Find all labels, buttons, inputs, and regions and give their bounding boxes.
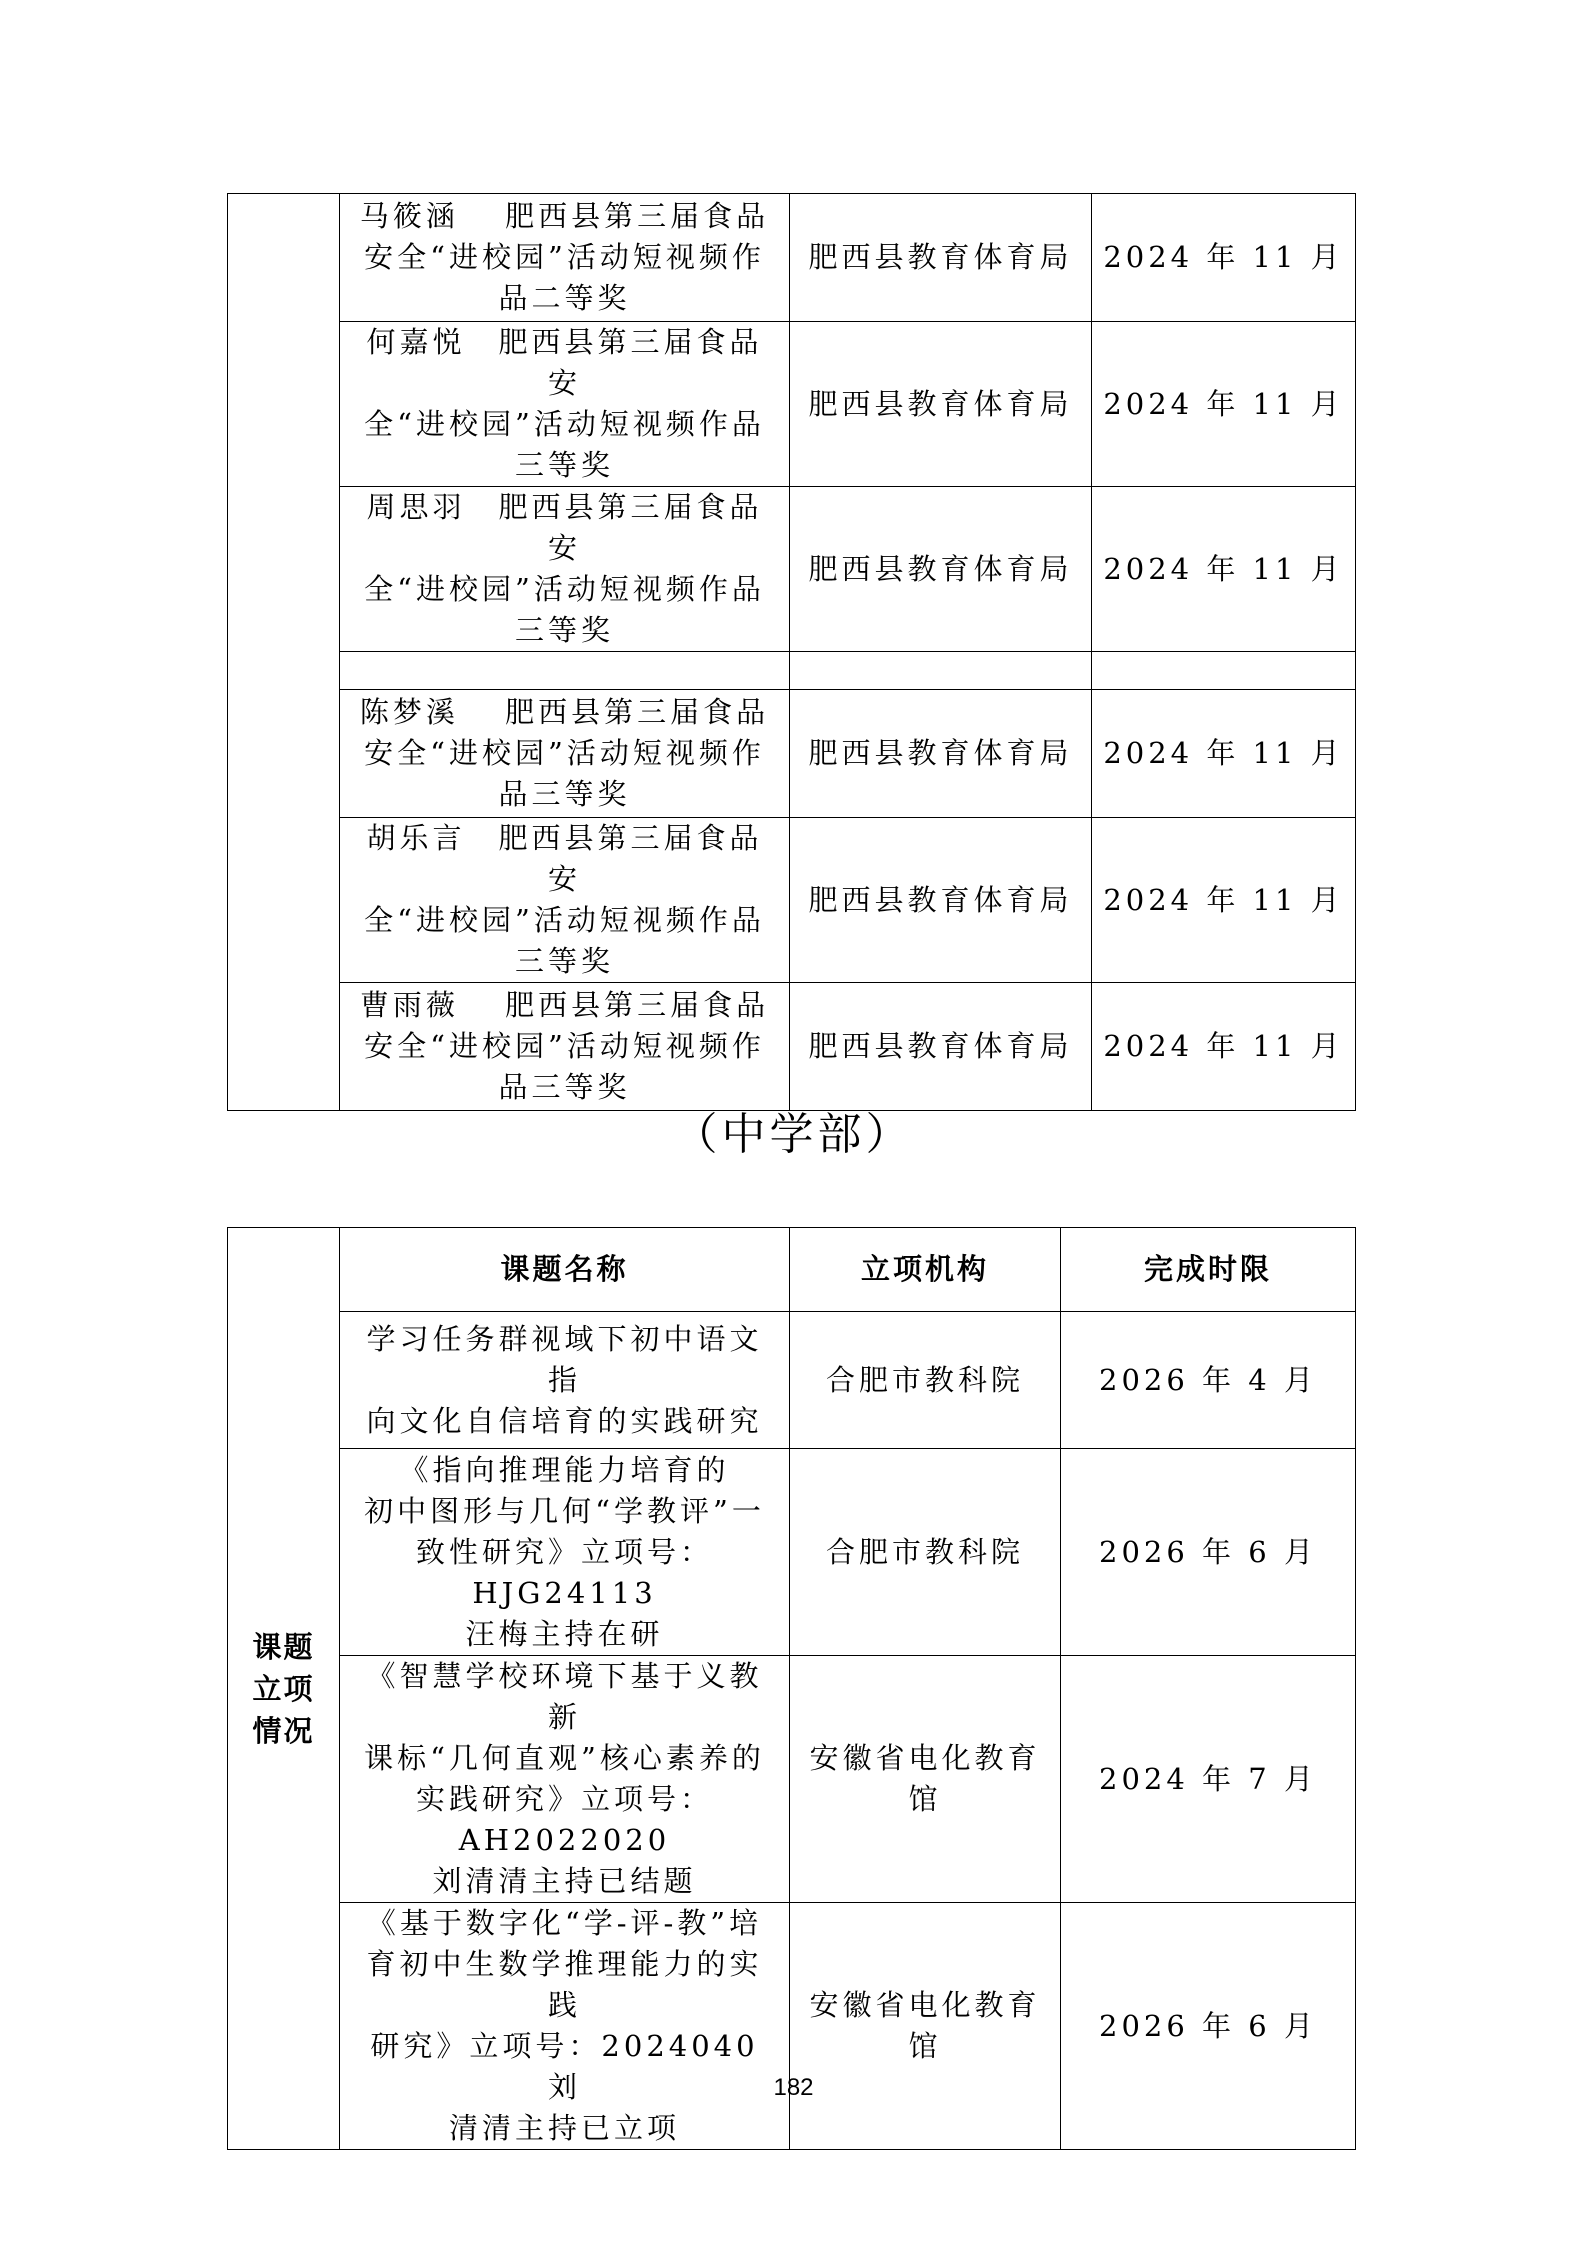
text-line: 品三等奖 <box>498 1070 631 1104</box>
header-name: 课题名称 <box>340 1228 790 1312</box>
text-line: 《指向推理能力培育的 <box>399 1452 730 1487</box>
text-line: 品三等奖 <box>498 777 631 811</box>
award-date-cell: 2024 年 11 月 <box>1092 983 1356 1111</box>
text-line: 胡乐言 肥西县第三届食品安 <box>366 821 763 896</box>
table-row <box>228 194 1356 322</box>
text-line: 研究》立项号：2024040 刘 <box>370 2029 805 2104</box>
project-deadline-cell: 2026 年 6 月 <box>1061 1903 1356 2150</box>
award-org-cell: 肥西县教育体育局 <box>790 818 1092 983</box>
award-date-cell: 2024 年 11 月 <box>1092 487 1356 652</box>
text-line: 致性研究》立项号：HJG24113 <box>415 1534 713 1610</box>
project-name-cell <box>340 1312 790 1449</box>
section-heading: （中学部） <box>673 1109 914 1160</box>
text-line: 三等奖 <box>514 448 614 482</box>
text-line: 育初中生数学推理能力的实践 <box>366 1947 763 2022</box>
text-line: 清清主持已立项 <box>448 2111 680 2145</box>
text-line: 安全“进校园”活动短视频作 <box>364 240 765 274</box>
table-row <box>228 1312 1356 1449</box>
side-label <box>228 1228 340 2150</box>
award-name-cell <box>340 487 790 652</box>
project-org-cell <box>790 1656 1061 1903</box>
header-org: 立项机构 <box>790 1228 1061 1312</box>
award-name-cell <box>340 322 790 487</box>
award-name-cell <box>340 652 790 690</box>
text-line: 立项 <box>252 1671 315 1706</box>
text-line: 何嘉悦 肥西县第三届食品安 <box>366 325 763 400</box>
text-line: 马筱涵 肥西县第三届食品 <box>359 199 770 233</box>
text-line: 初中图形与几何“学教评”一 <box>364 1493 765 1528</box>
award-date-cell: 2024 年 11 月 <box>1092 818 1356 983</box>
projects-table <box>227 1227 1356 2150</box>
award-date-cell <box>1092 652 1356 690</box>
text-line: 全“进校园”活动短视频作品 <box>364 572 765 606</box>
table-row <box>228 322 1356 487</box>
text-line: 周思羽 肥西县第三届食品安 <box>366 490 763 565</box>
text-line: 向文化自信培育的实践研究 <box>366 1403 763 1438</box>
project-org-cell <box>790 1903 1061 2150</box>
project-org-cell <box>790 1312 1061 1449</box>
text-line: 《智慧学校环境下基于义教新 <box>366 1659 763 1734</box>
text-line: 合肥市教科院 <box>825 1362 1024 1397</box>
text-line: 实践研究》立项号：AH2022020 <box>415 1782 713 1857</box>
text-line: 陈梦溪 肥西县第三届食品 <box>359 695 770 729</box>
table-row <box>228 818 1356 983</box>
table-row <box>228 487 1356 652</box>
table-row <box>228 690 1356 818</box>
award-org-cell: 肥西县教育体育局 <box>790 690 1092 818</box>
text-line: 安徽省电化教育 <box>809 1988 1041 2022</box>
table-row <box>228 652 1356 690</box>
award-date-cell: 2024 年 11 月 <box>1092 194 1356 322</box>
award-org-cell <box>790 652 1092 690</box>
page-number: 182 <box>773 2074 814 2101</box>
blank-side-cell <box>228 194 340 1111</box>
text-line: 全“进校园”活动短视频作品 <box>364 903 765 937</box>
award-org-cell: 肥西县教育体育局 <box>790 487 1092 652</box>
text-line: 汪梅主持在研 <box>465 1616 664 1651</box>
text-line: 品二等奖 <box>498 281 631 315</box>
text-line: 三等奖 <box>514 613 614 647</box>
award-name-cell <box>340 690 790 818</box>
table-row <box>228 1656 1356 1903</box>
text-line: 刘清清主持已结题 <box>432 1864 697 1898</box>
project-org-cell <box>790 1449 1061 1656</box>
award-name-cell <box>340 818 790 983</box>
award-date-cell: 2024 年 11 月 <box>1092 322 1356 487</box>
text-line: 全“进校园”活动短视频作品 <box>364 407 765 441</box>
table-row <box>228 983 1356 1111</box>
award-org-cell: 肥西县教育体育局 <box>790 322 1092 487</box>
project-deadline-cell: 2026 年 4 月 <box>1061 1312 1356 1449</box>
award-date-cell: 2024 年 11 月 <box>1092 690 1356 818</box>
award-name-cell <box>340 194 790 322</box>
project-name-cell <box>340 1656 790 1903</box>
text-line: 安徽省电化教育 <box>809 1741 1041 1775</box>
project-deadline-cell: 2026 年 6 月 <box>1061 1449 1356 1656</box>
project-deadline-cell: 2024 年 7 月 <box>1061 1656 1356 1903</box>
awards-table <box>227 193 1356 1111</box>
text-line: 馆 <box>908 2029 942 2063</box>
header-row <box>228 1228 1356 1312</box>
award-org-cell: 肥西县教育体育局 <box>790 194 1092 322</box>
text-line: 情况 <box>252 1713 315 1748</box>
text-line: 三等奖 <box>514 944 614 978</box>
award-org-cell: 肥西县教育体育局 <box>790 983 1092 1111</box>
table-row <box>228 1903 1356 2150</box>
header-deadline: 完成时限 <box>1061 1228 1356 1312</box>
text-line: 《基于数字化“学-评-教”培 <box>366 1906 763 1940</box>
text-line: 安全“进校园”活动短视频作 <box>364 736 765 770</box>
text-line: 曹雨薇 肥西县第三届食品 <box>359 988 770 1022</box>
award-name-cell <box>340 983 790 1111</box>
text-line: 学习任务群视域下初中语文指 <box>366 1321 763 1397</box>
text-line: 课标“几何直观”核心素养的 <box>364 1741 765 1775</box>
project-name-cell <box>340 1449 790 1656</box>
table-row <box>228 1449 1356 1656</box>
text-line: 馆 <box>908 1782 942 1816</box>
text-line: 安全“进校园”活动短视频作 <box>364 1029 765 1063</box>
text-line: 课题 <box>252 1629 315 1664</box>
text-line: 合肥市教科院 <box>825 1534 1024 1569</box>
